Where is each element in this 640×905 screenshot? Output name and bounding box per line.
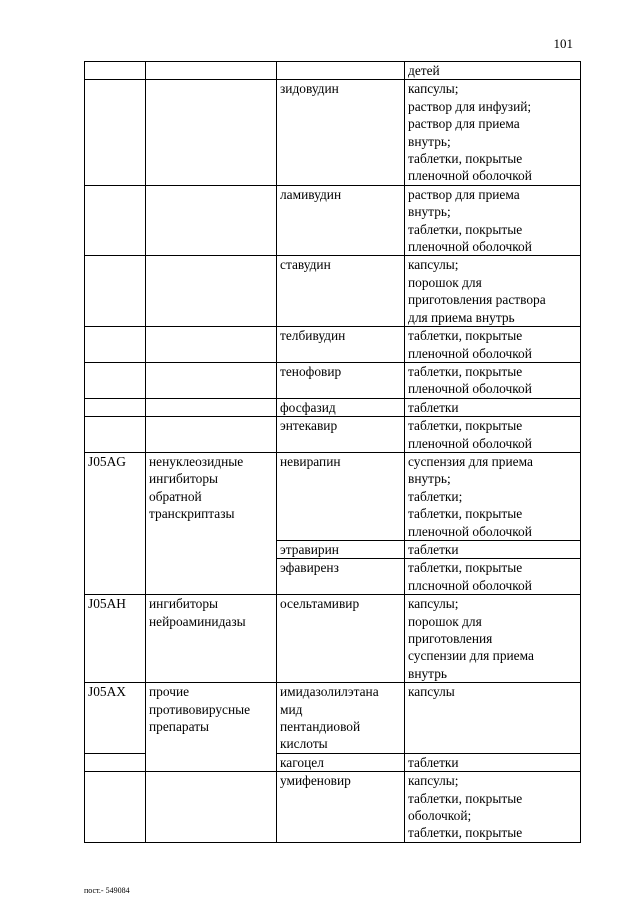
drug-name-cell: невирапин [277,452,405,540]
table-row [85,683,581,754]
atc-code-cell [85,417,146,453]
table-row [85,452,581,540]
dosage-form-cell: таблетки, покрытые пленочной оболочкой [405,417,581,453]
dosage-form-cell: таблетки [405,753,581,771]
document-footer-code: пост.- 549084 [84,886,130,895]
group-name-cell [146,185,277,256]
atc-code-cell [85,362,146,398]
table-row [85,256,581,327]
drug-name-cell: имидазолилэтана мид пентандиовой кислоты [277,683,405,754]
dosage-form-cell: капсулы; порошок для приготовления суспензии для приема внутрь [405,595,581,683]
drug-name-cell: ламивудин [277,185,405,256]
table-row [85,327,581,363]
table-row [85,595,581,683]
drug-name-cell: ставудин [277,256,405,327]
atc-code-cell [85,62,146,80]
drug-name-cell [277,62,405,80]
dosage-form-cell: раствор для приема внутрь; таблетки, покрытые пленочной оболочкой [405,185,581,256]
group-name-cell [146,62,277,80]
dosage-form-cell: детей [405,62,581,80]
group-name-cell: ингибиторы нейроаминидазы [146,595,277,683]
atc-code-cell [85,398,146,416]
group-name-cell [146,362,277,398]
group-name-cell: ненуклеозидные ингибиторы обратной транскриптазы [146,452,277,594]
atc-code-cell [85,256,146,327]
dosage-form-cell: капсулы; раствор для инфузий; раствор для приема внутрь; таблетки, покрытые пленочной оболочкой [405,80,581,185]
dosage-form-cell: капсулы [405,683,581,754]
drug-name-cell: тенофовир [277,362,405,398]
atc-code-cell: J05AH [85,595,146,683]
dosage-form-cell: таблетки, покрытые пленочной оболочкой [405,327,581,363]
drug-name-cell: телбивудин [277,327,405,363]
atc-code-cell [85,327,146,363]
dosage-form-cell: суспензия для приема внутрь; таблетки; таблетки, покрытые пленочной оболочкой [405,452,581,540]
table-row [85,80,581,185]
atc-code-cell [85,80,146,185]
drug-name-cell: осельтамивир [277,595,405,683]
drug-name-cell: эфавиренз [277,559,405,595]
group-name-cell [146,256,277,327]
drug-name-cell: кагоцел [277,753,405,771]
atc-code-cell: J05AX [85,683,146,754]
group-name-cell [146,772,277,843]
dosage-form-cell: таблетки, покрытые пленочной оболочкой [405,362,581,398]
drug-name-cell: зидовудин [277,80,405,185]
table-row [85,185,581,256]
atc-code-cell [85,753,146,771]
dosage-form-cell: таблетки [405,540,581,558]
atc-code-cell: J05AG [85,452,146,594]
group-name-cell [146,327,277,363]
group-name-cell [146,398,277,416]
group-name-cell [146,80,277,185]
drug-name-cell: фосфазид [277,398,405,416]
table-row [85,772,581,843]
group-name-cell [146,417,277,453]
drug-name-cell: этравирин [277,540,405,558]
atc-code-cell [85,185,146,256]
dosage-form-cell: капсулы; порошок для приготовления раствора для приема внутрь [405,256,581,327]
table-row [85,62,581,80]
table-row [85,417,581,453]
dosage-form-cell: таблетки, покрытые плсночной оболочкой [405,559,581,595]
table-row [85,398,581,416]
drug-name-cell: энтекавир [277,417,405,453]
atc-code-cell [85,772,146,843]
drug-table [84,61,581,843]
page-number: 101 [553,36,573,51]
dosage-form-cell: таблетки [405,398,581,416]
table-row [85,362,581,398]
group-name-cell: прочие противовирусные препараты [146,683,277,772]
drug-name-cell: умифеновир [277,772,405,843]
dosage-form-cell: капсулы; таблетки, покрытые оболочкой; таблетки, покрытые [405,772,581,843]
